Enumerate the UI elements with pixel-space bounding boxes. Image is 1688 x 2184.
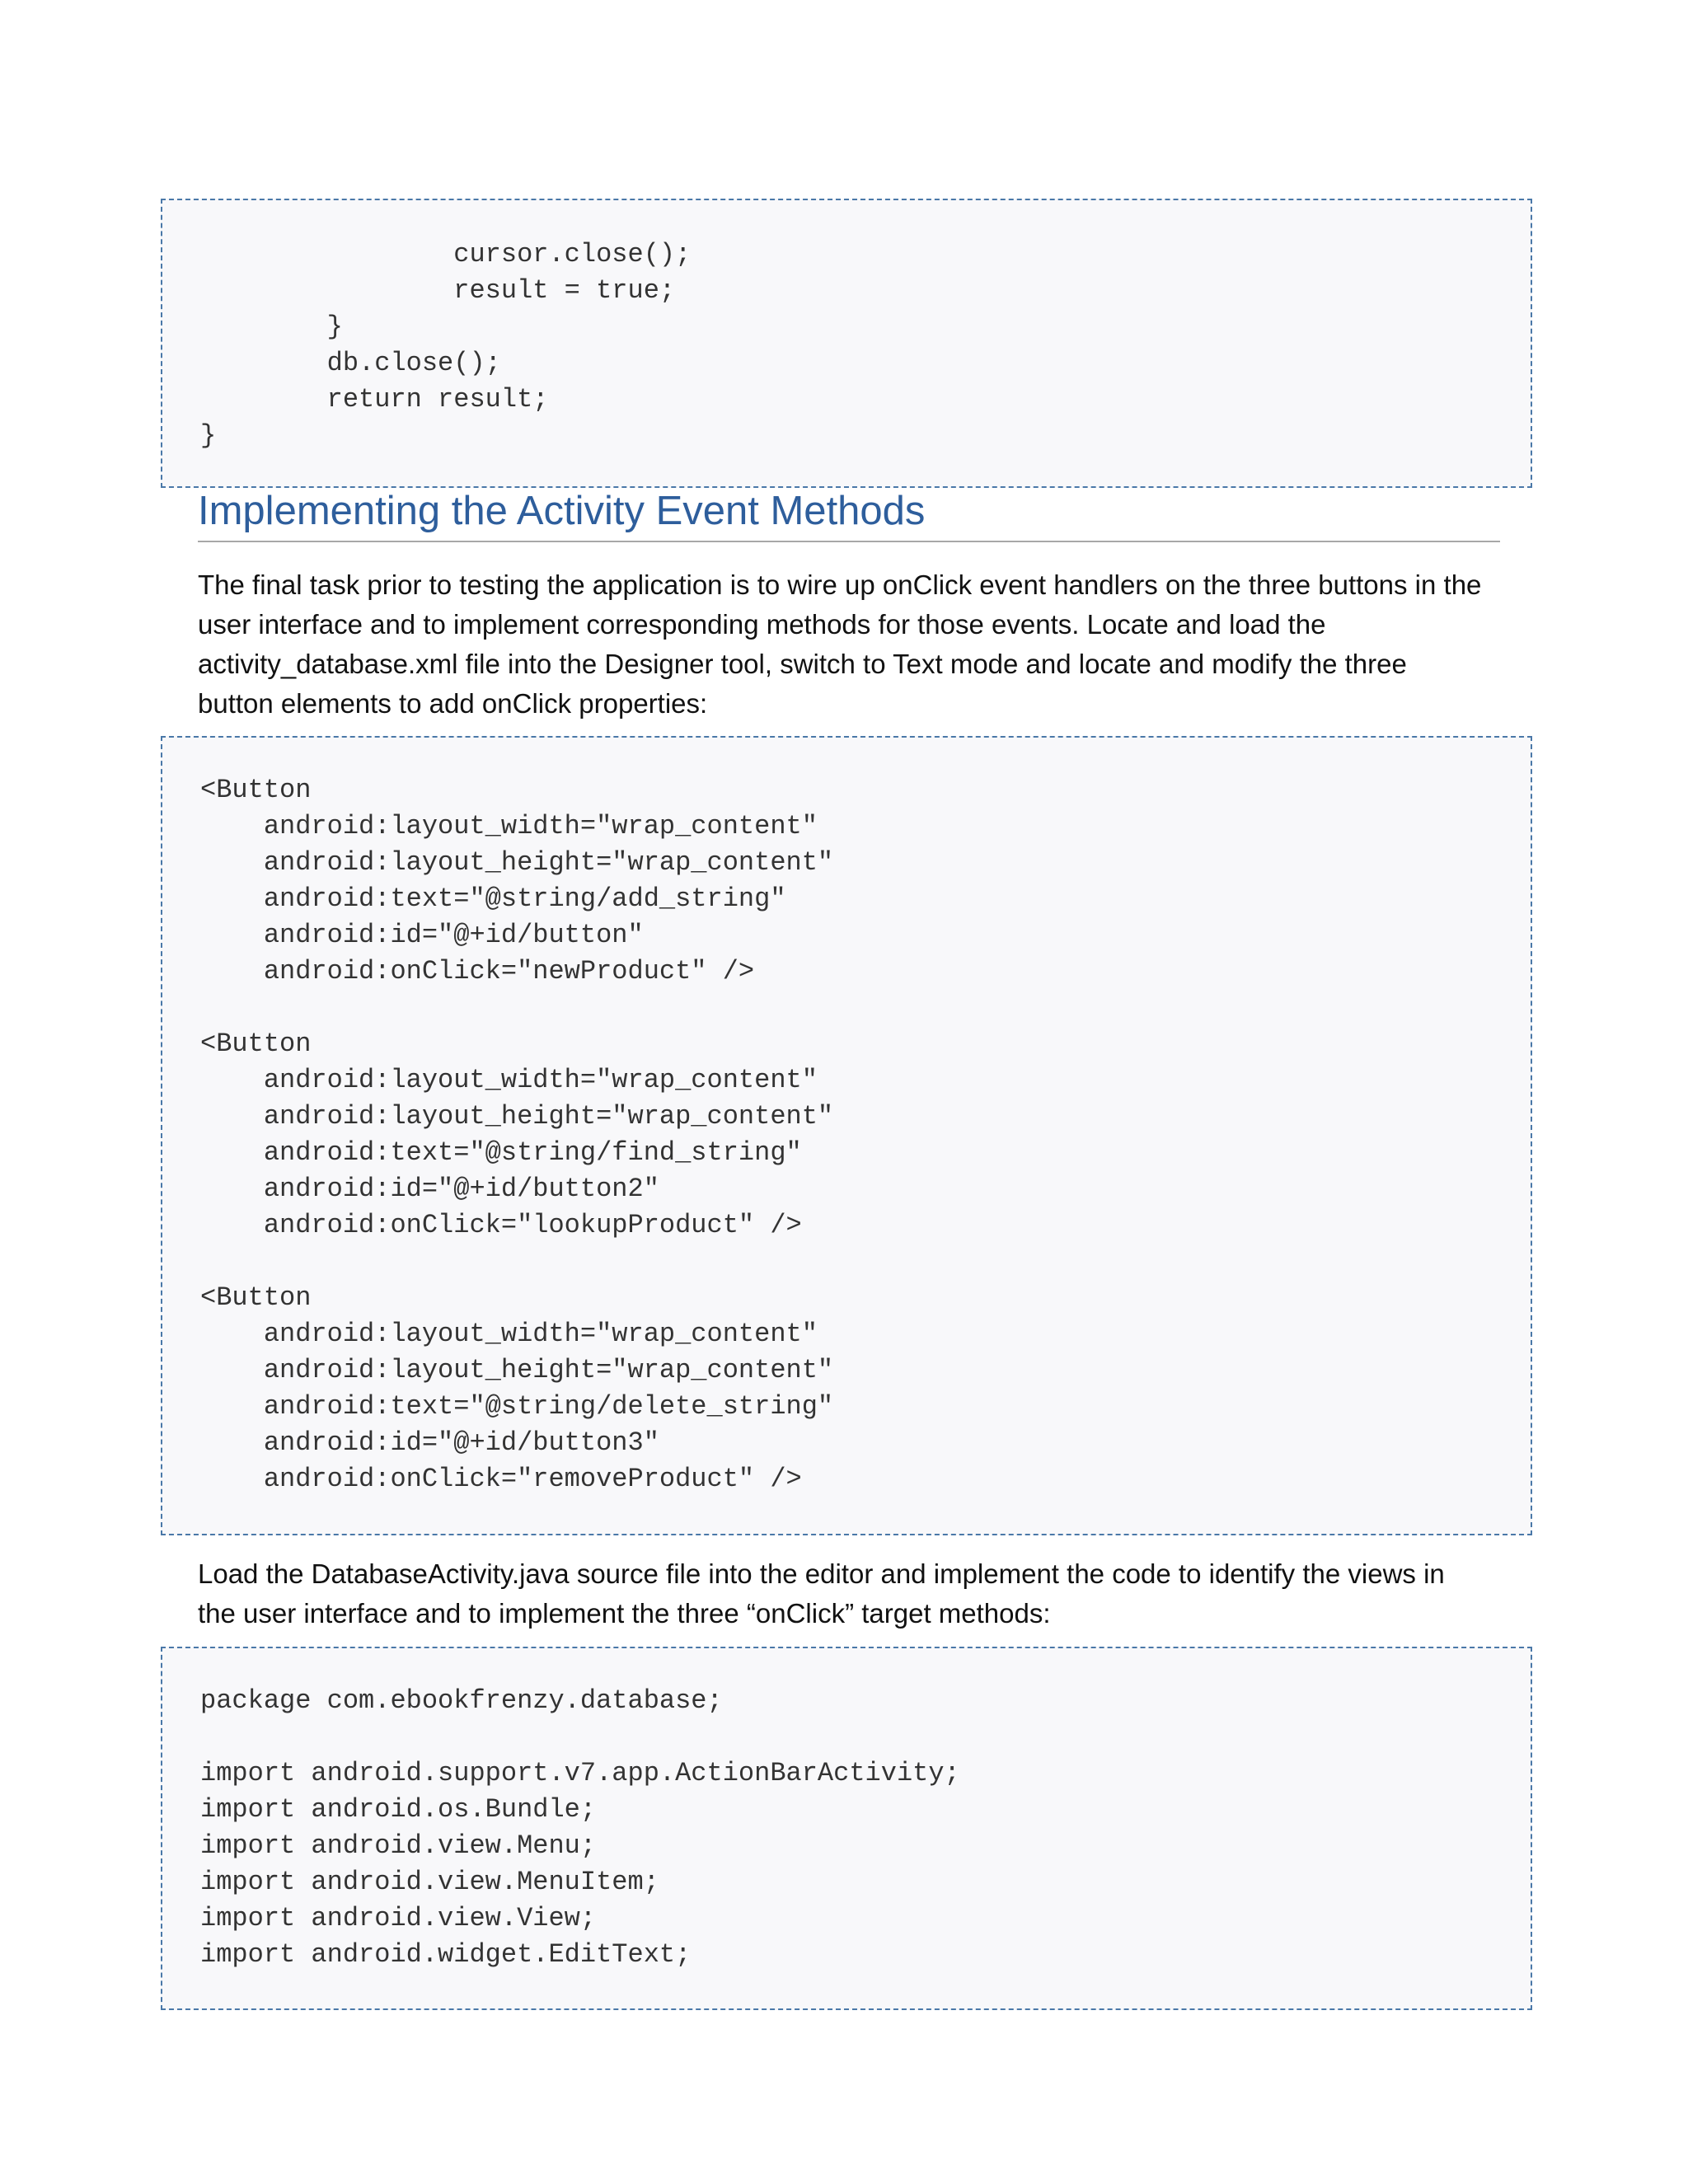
- section-heading: Implementing the Activity Event Methods: [198, 486, 1500, 542]
- code-text: <Button android:layout_width="wrap_content" android:layout_height="wrap_content" android:text="@string/add_string" android:id="@+id/button" android:onClick="newProduct" /> <Button android:layout_width="wrap_content" android:layout_height="wrap_content" android:text="@string/find_string" android:id="@+id/button2" android:onClick="lookupProduct" /> <Button android:layout_width="wrap_content" android:layout_height="wrap_content" android:text="@string/delete_string" android:id="@+id/button3" android:onClick="removeProduct" />: [200, 775, 834, 1494]
- code-block-button-xml: [161, 736, 1532, 1535]
- paragraph-onclick-handlers: The final task prior to testing the application is to wire up onClick event handlers on the three buttons in the user interface and to implement corresponding methods for those events. Locate and load the activity_database.xml file into the Designer tool, switch to Text mode and locate and modify the three button elements to add onClick properties:: [198, 569, 1482, 719]
- code-block-java-imports: [161, 1647, 1532, 2010]
- code-text: package com.ebookfrenzy.database; import android.support.v7.app.ActionBarActivity; import android.os.Bundle; import android.view.Menu; import android.view.MenuItem; import android.view.View; import android.widget.EditText;: [200, 1685, 960, 1970]
- code-text: cursor.close(); result = true; } db.close(); return result; }: [200, 239, 692, 451]
- paragraph-database-activity: Load the DatabaseActivity.java source file into the editor and implement the code to identify the views in the user interface and to implement the three “onClick” target methods:: [198, 1558, 1445, 1629]
- code-block-return-result: [161, 199, 1532, 488]
